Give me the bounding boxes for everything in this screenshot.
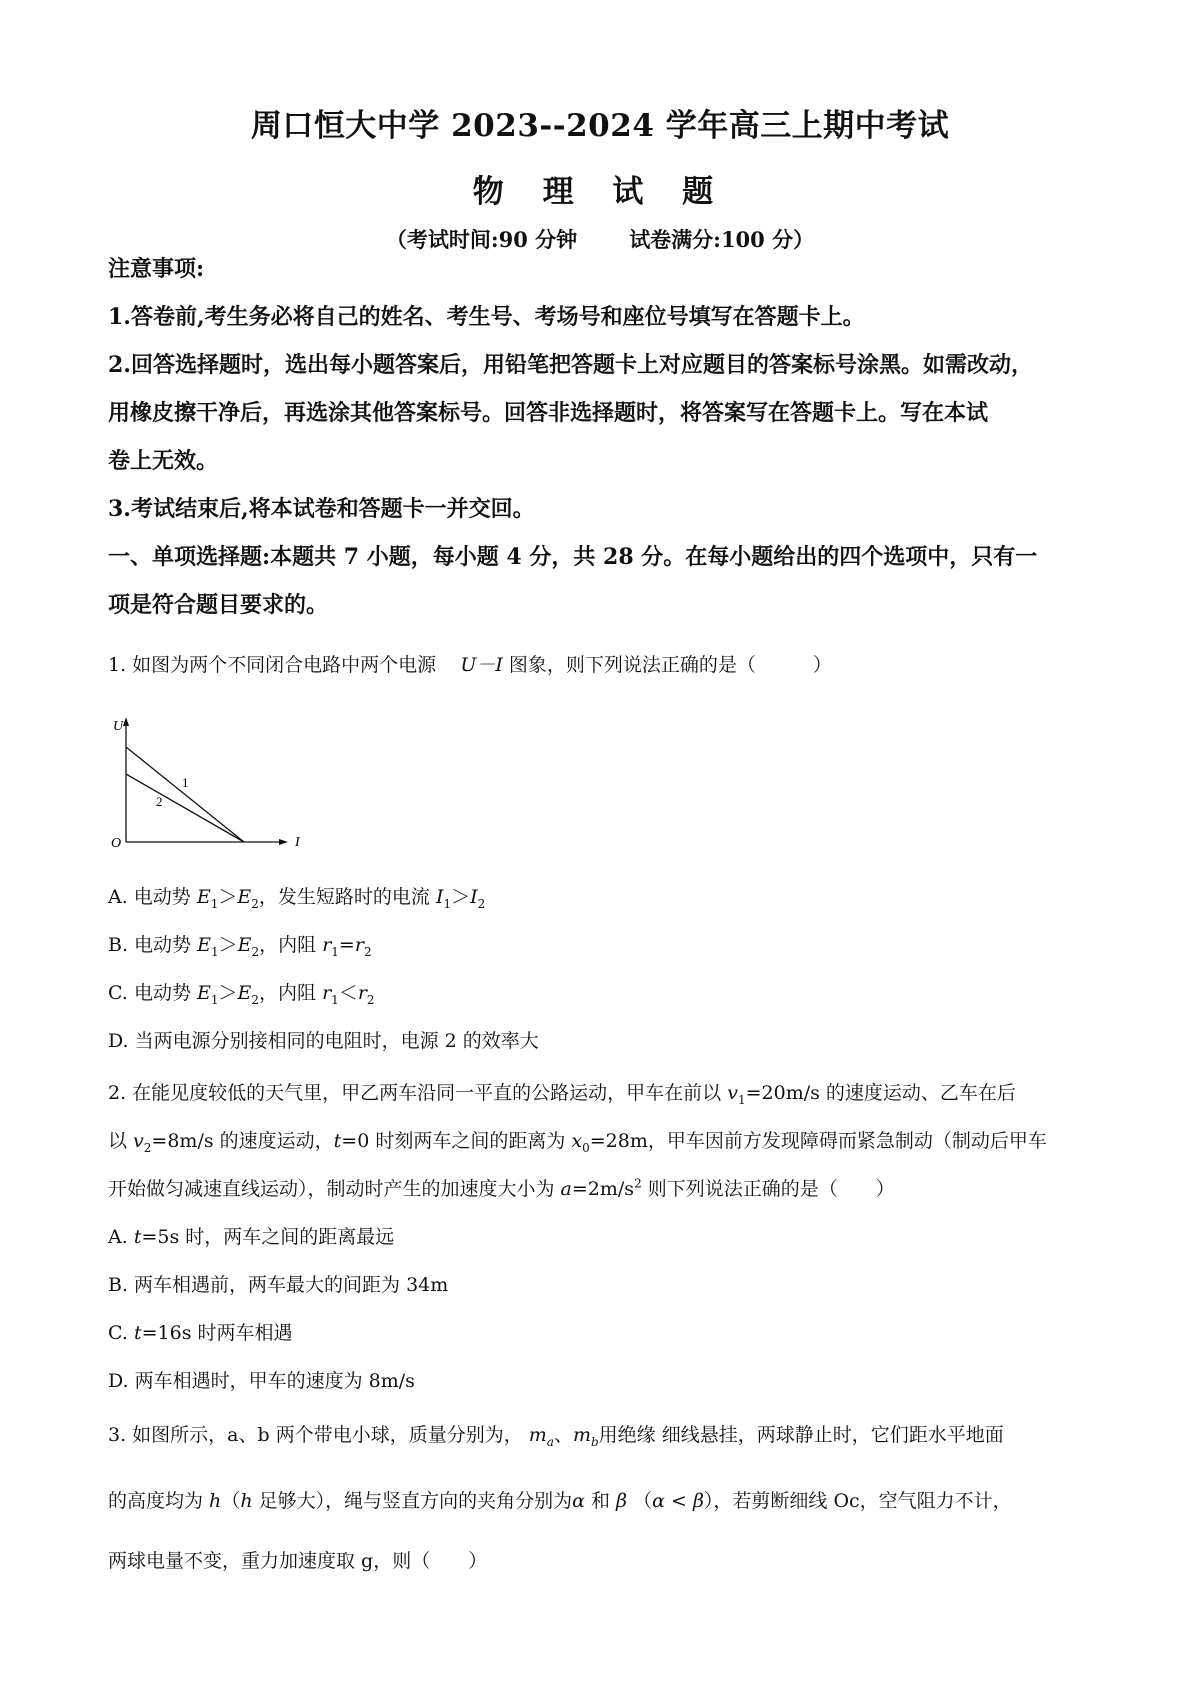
q2-option-b[interactable]: B. 两车相遇前，两车最大的间距为 34m [108,1274,449,1296]
q2-text: 则下列说法正确的是（ ） [641,1178,895,1200]
sym: β [692,1490,704,1512]
sym: E [196,886,211,908]
sub: 2 [477,896,486,911]
line-2-label: 2 [156,794,163,809]
sym: I [435,886,444,908]
sym: E [237,886,252,908]
q3-text: （ [633,1490,653,1512]
q1-option-d[interactable]: D. 当两电源分别接相同的电阻时，电源 2 的效率大 [108,1030,539,1052]
q2-option-d[interactable]: D. 两车相遇时，甲车的速度为 8m/s [108,1370,415,1392]
sym: r [322,982,332,1004]
option-text: ，内阻 [259,934,323,956]
q3-text: ），若剪断细线 Oc，空气阻力不计， [703,1490,1012,1512]
exam-title: 周口恒大中学 2023--2024 学年高三上期中考试 [250,108,950,144]
sym: m [528,1424,547,1446]
sub: 2 [251,896,259,911]
sub: 1 [331,992,339,1007]
notice-item-2-line-2: 用橡皮擦干净后，再选涂其他答案标号。回答非选择题时，将答案写在答题卡上。写在本试 [108,400,989,426]
q1-formula: U－I [460,654,503,676]
q2-line-2 [108,1126,1047,1155]
option-text: ，发生短路时的电流 [258,886,436,908]
sub: 2 [143,1140,152,1155]
q2-text: 开始做匀减速直线运动），制动时产生的加速度大小为 [108,1178,561,1200]
sym: r [322,934,332,956]
sym: t [133,1226,142,1248]
x-axis-arrow [279,839,288,845]
q2-option-a[interactable] [108,1222,394,1249]
q2-line-3 [108,1174,895,1201]
q2-option-c[interactable] [108,1318,292,1345]
q2-text: =0 时刻两车之间的距离为 [341,1130,572,1152]
q1-stem [108,650,832,677]
option-text: A. [108,1226,134,1248]
option-text: C. 电动势 [108,982,197,1004]
option-text: C. [108,1322,134,1344]
sym: h [240,1490,253,1512]
option-text: =16s 时两车相遇 [141,1322,293,1344]
sym: r [357,982,367,1004]
sub: b [590,1434,599,1449]
q3-text: 3. 如图所示，a、b 两个带电小球，质量分别为， [108,1424,523,1446]
notice-item-2-line-3: 卷上无效。 [108,448,219,474]
option-text: B. 电动势 [108,934,198,956]
q1-option-b[interactable] [108,930,372,959]
y-axis-arrow [123,717,129,726]
section-1-line-1: 一、单项选择题:本题共 7 小题，每小题 4 分，共 28 分。在每小题给出的四个选项中，只有一 [108,544,1038,570]
q2-text: =28m，甲车因前方发现障碍而紧急制动（制动后甲车 [589,1130,1047,1152]
notice-item-3: 3.考试结束后,将本试卷和答题卡一并交回。 [108,496,535,522]
q2-text: 2. 在能见度较低的天气里，甲乙两车沿同一平直的公路运动，甲车在前以 [108,1082,728,1104]
sub: 2 [363,944,372,959]
q3-text: 足够大），绳与竖直方向的夹角分别为 [252,1490,573,1512]
q3-line-2 [108,1486,1012,1513]
sym: a [560,1178,572,1200]
sym: E [237,982,252,1004]
line-1 [126,747,244,842]
sym: < [664,1490,693,1512]
sub: 2 [251,992,260,1007]
sym: v [727,1082,738,1104]
sym: ＞ [218,982,238,1004]
q2-text: =2m/s [571,1178,635,1200]
sym: t [133,1322,142,1344]
sym: 、 [553,1424,573,1446]
sym: = [338,934,355,956]
q2-text: =20m/s 的速度运动、乙车在后 [745,1082,1016,1104]
q3-text: （ [221,1490,241,1512]
q3-text: 的高度均为 [108,1490,210,1512]
sym: t [333,1130,342,1152]
q1-option-a[interactable] [108,882,485,911]
sym: E [237,934,252,956]
y-axis-label: U [113,719,124,734]
sym: α [652,1490,665,1512]
sym: ＞ [218,934,238,956]
sub: 1 [210,944,219,959]
q1-stem-text-end: 图象，则下列说法正确的是（ ） [508,654,832,676]
section-1-line-2: 项是符合题目要求的。 [108,592,329,618]
line-1-label: 1 [182,775,189,790]
sym: v [133,1130,144,1152]
sub: 1 [210,992,219,1007]
sym: r [354,934,364,956]
subject-title: 物 理 试 题 [472,174,728,210]
q2-line-1 [108,1078,1016,1107]
q1-stem-text: 1. 如图为两个不同闭合电路中两个电源 [108,654,437,676]
full-score: 试卷满分:100 分） [629,227,815,252]
sub: a [546,1434,554,1449]
sym: x [571,1130,583,1152]
exam-time: （考试时间:90 分钟 [385,227,578,252]
sub: 1 [737,1092,746,1107]
q3-text: 用绝缘 细线悬挂，两球静止时，它们距水平地面 [598,1424,1004,1446]
sym: I [470,886,478,908]
sym: E [197,934,211,956]
sub: 0 [582,1140,590,1155]
sym: h [209,1490,222,1512]
sub: 1 [443,896,452,911]
sym: E [196,982,211,1004]
exam-info [0,224,1200,254]
option-text: =5s 时，两车之间的距离最远 [141,1226,395,1248]
q3-text: 和 [584,1490,610,1512]
q2-text: =8m/s 的速度运动， [151,1130,334,1152]
sym: ＞ [218,886,238,908]
q3-line-1 [108,1420,1004,1449]
option-text: A. 电动势 [108,886,197,908]
sup: 2 [634,1176,642,1191]
notice-item-2-line-1: 2.回答选择题时，选出每小题答案后，用铅笔把答题卡上对应题目的答案标号涂黑。如需改动， [108,352,1033,378]
q2-text: 以 [108,1130,134,1152]
sub: 1 [210,896,219,911]
sym: m [572,1424,591,1446]
q1-option-c[interactable] [108,978,375,1007]
option-text: ，内阻 [259,982,323,1004]
sub: 2 [366,992,375,1007]
sym: α [572,1490,585,1512]
origin-label: O [111,836,122,851]
sub: 1 [331,944,339,959]
notice-heading: 注意事项: [108,256,205,282]
ui-graph-figure [108,712,308,862]
x-axis-label: I [295,835,300,850]
notice-item-1: 1.答卷前,考生务必将自己的姓名、考生号、考场号和座位号填写在答题卡上。 [108,304,865,330]
sym: ＞ [451,886,471,908]
sym: ＜ [338,982,358,1004]
q3-line-3: 两球电量不变，重力加速度取 g，则（ ） [108,1550,488,1572]
sub: 2 [251,944,260,959]
sym: β [616,1490,628,1512]
